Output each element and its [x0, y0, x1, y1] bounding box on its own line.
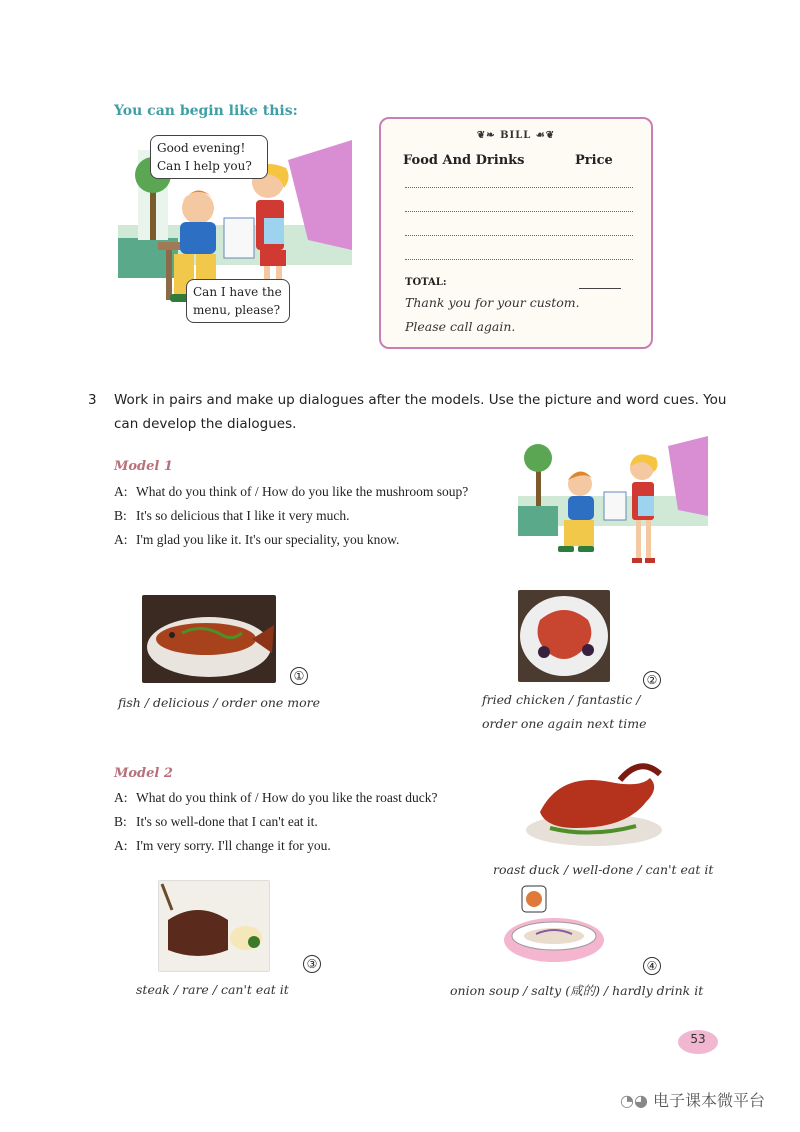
watermark: ◔◕ 电子课本微平台 — [620, 1091, 766, 1110]
steak-photo — [158, 880, 270, 972]
cue-2-text-line1: fried chicken / fantastic / — [482, 692, 641, 707]
cue-number-1: ① — [290, 667, 308, 685]
cue-2-text-line2: order one again next time — [482, 716, 647, 731]
bill-title: ❦❧ BILL ☙❦ — [476, 130, 556, 141]
roast-duck-photo — [520, 756, 668, 850]
fish-photo — [142, 595, 276, 683]
cue-3-text: steak / rare / can't eat it — [136, 982, 289, 997]
dialogue-line: B: It's so well-done that I can't eat it. — [114, 814, 318, 829]
bill-note-call-again: Please call again. — [405, 319, 516, 334]
cue-1-text: fish / delicious / order one more — [118, 695, 321, 710]
task-number: 3 — [88, 392, 97, 408]
bill-total-line — [579, 288, 621, 289]
dialogue-line: A: What do you think of / How do you like the mushroom soup? — [114, 484, 469, 499]
dialogue-line: A: What do you think of / How do you like the roast duck? — [114, 790, 438, 805]
onion-soup-illustration — [502, 884, 606, 970]
dialogue-line: B: It's so delicious that I like it very much. — [114, 508, 350, 523]
dialogue-line: A: I'm very sorry. I'll change it for you. — [114, 838, 331, 853]
task-instruction — [88, 388, 728, 436]
bill-food-header: Food And Drinks — [403, 153, 525, 168]
ornament-left-icon: ❦❧ — [476, 130, 496, 141]
cue-number-2: ② — [643, 671, 661, 689]
dialogue-line: A: I'm glad you like it. It's our speciality, you know. — [114, 532, 400, 547]
boy-speech-bubble: Can I have the menu, please? — [186, 279, 290, 323]
model2-label: Model 2 — [114, 766, 173, 781]
bill-line — [405, 259, 633, 260]
bill-line — [405, 187, 633, 188]
model1-label: Model 1 — [114, 459, 173, 474]
bill-total-label: TOTAL: — [405, 277, 447, 288]
task-text: Work in pairs and make up dialogues after the models. Use the picture and word cues. You can develop the dialogues. — [114, 392, 727, 432]
wechat-icon: ◔◕ — [620, 1091, 648, 1110]
bill-line — [405, 235, 633, 236]
intro-heading: You can begin like this: — [114, 103, 298, 119]
restaurant-illustration-small — [518, 436, 708, 574]
cue-number-4: ④ — [643, 957, 661, 975]
duck-cue-text: roast duck / well-done / can't eat it — [493, 862, 714, 877]
fried-chicken-photo — [518, 590, 610, 682]
ornament-right-icon: ☙❦ — [535, 130, 556, 141]
cue-number-3: ③ — [303, 955, 321, 973]
bill-note-thanks: Thank you for your custom. — [405, 295, 580, 310]
bill-price-header: Price — [575, 153, 613, 168]
page-number: 53 — [690, 1032, 706, 1046]
bill-card — [379, 117, 653, 349]
cue-4-text: onion soup / salty (咸的) / hardly drink it — [450, 983, 704, 998]
waitress-speech-bubble: Good evening! Can I help you? — [150, 135, 268, 179]
bill-line — [405, 211, 633, 212]
